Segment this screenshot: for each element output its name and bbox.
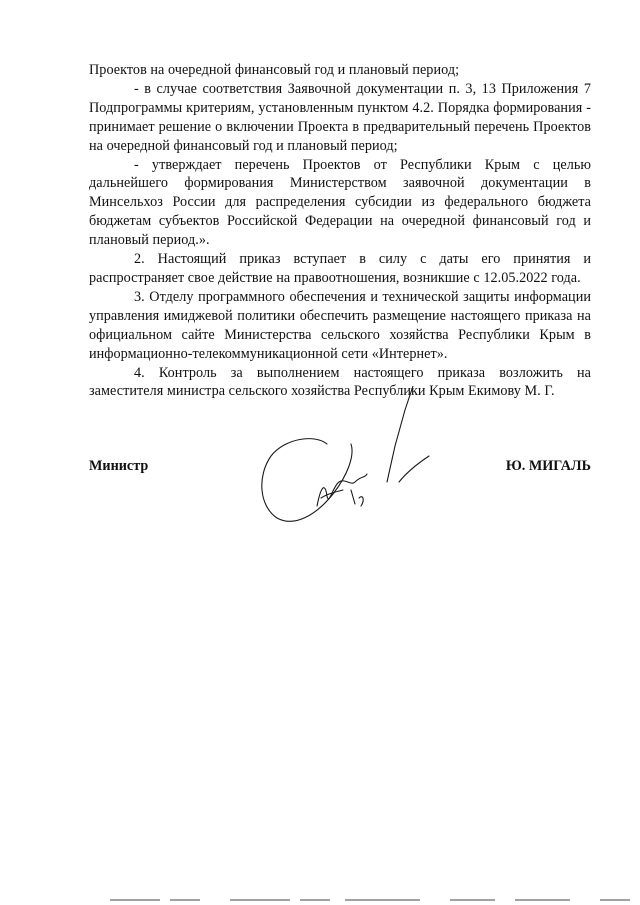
paragraph-5: 3. Отделу программного обеспечения и технической защиты информации управления имиджевой политики обеспечить размещение настоящего приказа на официальном сайте Министерства сельского хозяйства Республики Крым в информационно-телекоммуникационной сети «Интернет».: [89, 288, 591, 362]
handwritten-signature-icon: [255, 386, 445, 536]
paragraph-3: - утверждает перечень Проектов от Республики Крым с целью дальнейшего формирования Министерством заявочной документации в Минсельхоз России для распределения субсидии из федерального бюджета бюджетам субъектов Российской Федерации на очередной финансовый год и плановый период.».: [89, 156, 591, 249]
document-body: [89, 61, 591, 401]
paragraph-4: 2. Настоящий приказ вступает в силу с даты его принятия и распространяет свое действие на правоотношения, возникшие с 12.05.2022 года.: [89, 251, 591, 286]
paragraph-2: - в случае соответствия Заявочной документации п. 3, 13 Приложения 7 Подпрограммы критериям, установленным пунктом 4.2. Порядка формирования - принимает решение о включении Проекта в предварительный перечень Проектов на очередной финансовый год и плановый период;: [89, 80, 591, 154]
paragraph-1: Проектов на очередной финансовый год и плановый период;: [89, 62, 460, 78]
footer-scan-marks: [100, 895, 640, 905]
signatory-name: Ю. МИГАЛЬ: [505, 458, 591, 474]
paragraph-6: 4. Контроль за выполнением настоящего приказа возложить на заместителя министра сельского хозяйства Республики Крым Екимову М. Г.: [89, 364, 591, 400]
signatory-title: Министр: [89, 458, 149, 474]
